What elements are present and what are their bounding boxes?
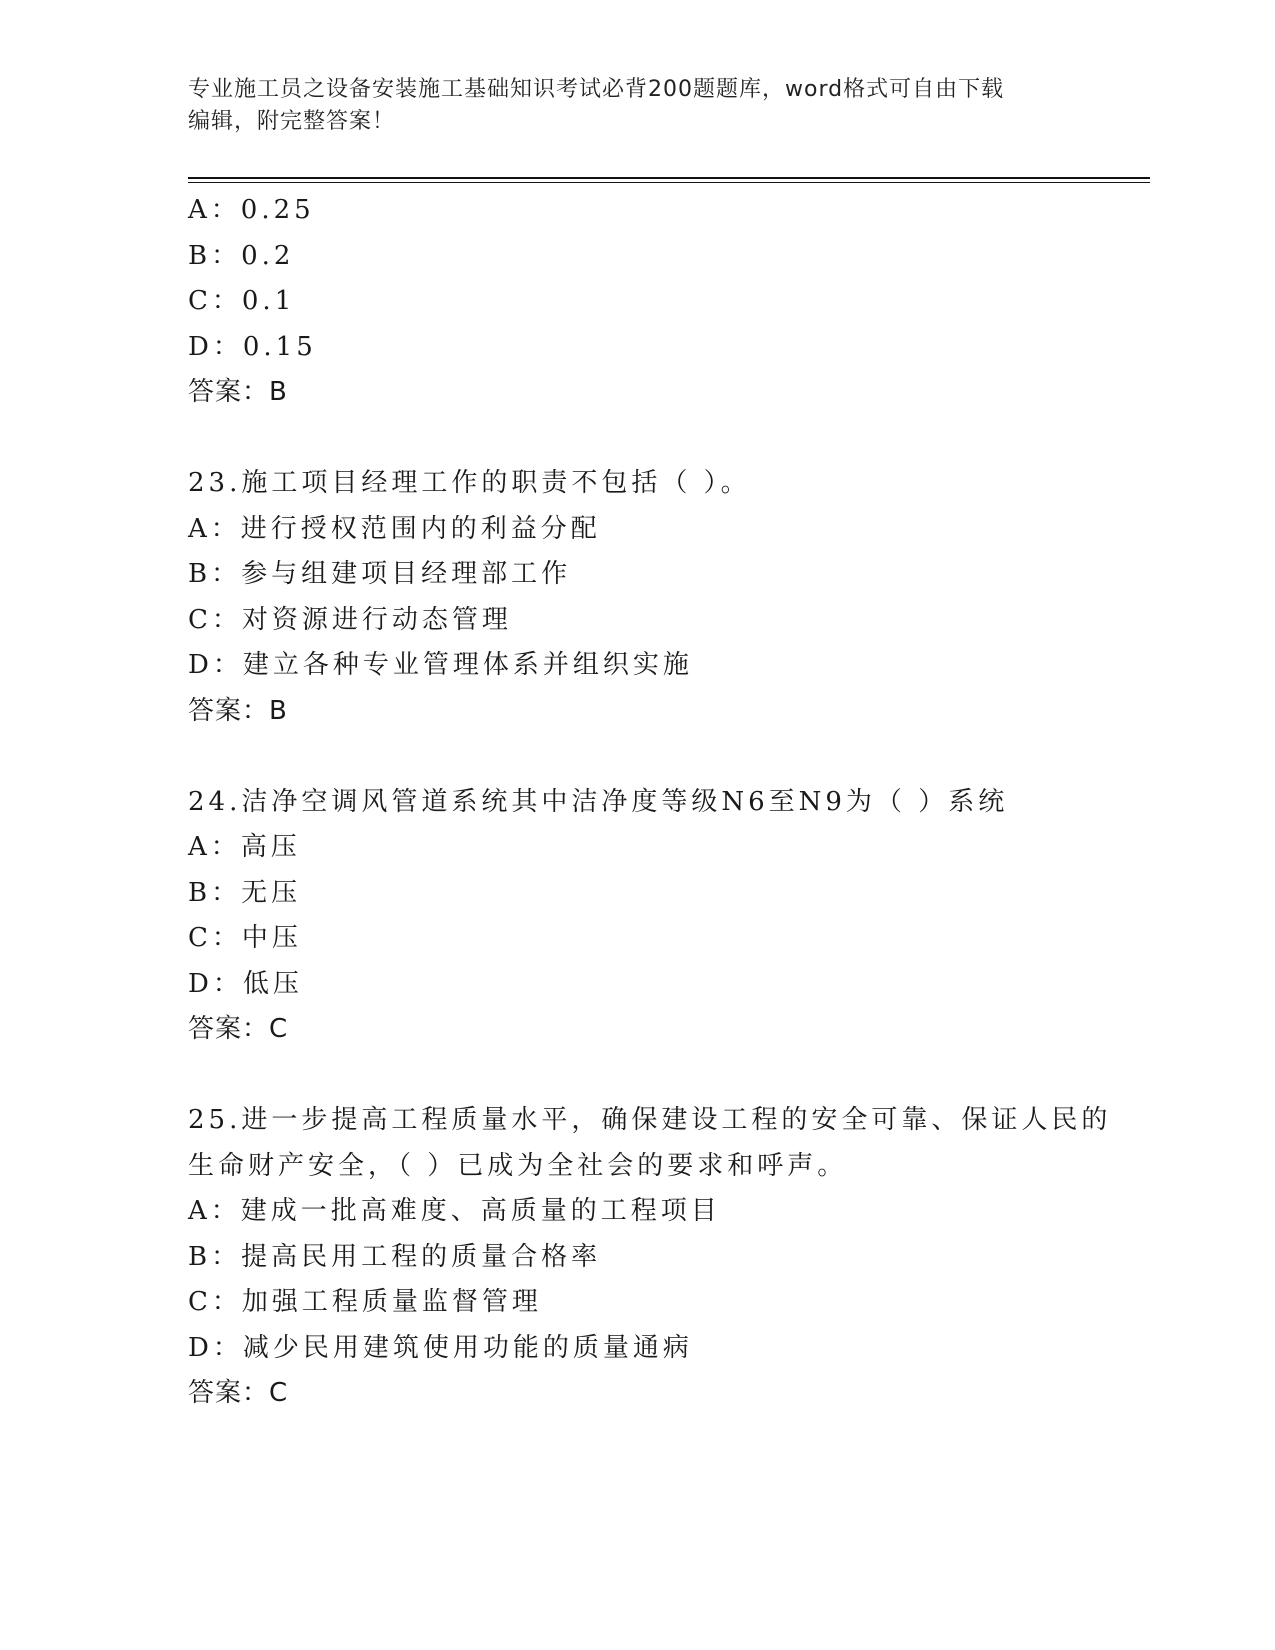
question-25 [188,1098,1112,1417]
option-c: C：0.1 [188,286,296,316]
spacer [188,1053,1088,1099]
answer: 答案：C [188,1014,289,1044]
option-d: D：减少民用建筑使用功能的质量通病 [188,1332,693,1363]
option-c: C：加强工程质量监督管理 [188,1287,542,1317]
spacer [188,416,1088,462]
question-text: 23.施工项目经理工作的职责不包括（ ）。 [188,468,751,498]
header-divider-thick [188,177,1150,179]
header-divider-thin [188,182,1150,183]
option-a: A：建成一批高难度、高质量的工程项目 [188,1196,721,1226]
answer: 答案：B [188,695,288,726]
document-header [188,74,1068,138]
question-22 [188,188,1088,416]
option-b: B：无压 [188,877,302,908]
option-a: A：进行授权范围内的利益分配 [188,513,601,544]
option-b: B：提高民用工程的质量合格率 [188,1241,602,1272]
question-23 [188,461,1088,734]
question-text-line-1: 25.进一步提高工程质量水平，确保建设工程的安全可靠、保证人民的 [188,1105,1112,1135]
option-a: A：0.25 [188,195,315,225]
header-line-2: 编辑，附完整答案！ [188,109,396,134]
option-b: B：0.2 [188,240,295,271]
question-text: 24.洁净空调风管道系统其中洁净度等级N6至N9为（ ）系统 [188,786,1009,817]
option-d: D：0.15 [188,331,317,362]
option-a: A：高压 [188,832,301,862]
option-c: C：对资源进行动态管理 [188,604,512,635]
option-d: D：建立各种专业管理体系并组织实施 [188,650,693,680]
answer: 答案：B [188,377,288,407]
answer: 答案：C [188,1378,289,1408]
question-text-line-2: 生命财产安全，（ ）已成为全社会的要求和呼声。 [188,1150,848,1181]
option-b: B：参与组建项目经理部工作 [188,559,572,589]
option-d: D：低压 [188,968,303,999]
spacer [188,734,1088,780]
option-c: C：中压 [188,923,302,953]
header-line-1: 专业施工员之设备安装施工基础知识考试必背200题题库，word格式可自由下载 [188,77,1005,102]
question-24 [188,780,1088,1053]
question-list [188,188,1112,1417]
